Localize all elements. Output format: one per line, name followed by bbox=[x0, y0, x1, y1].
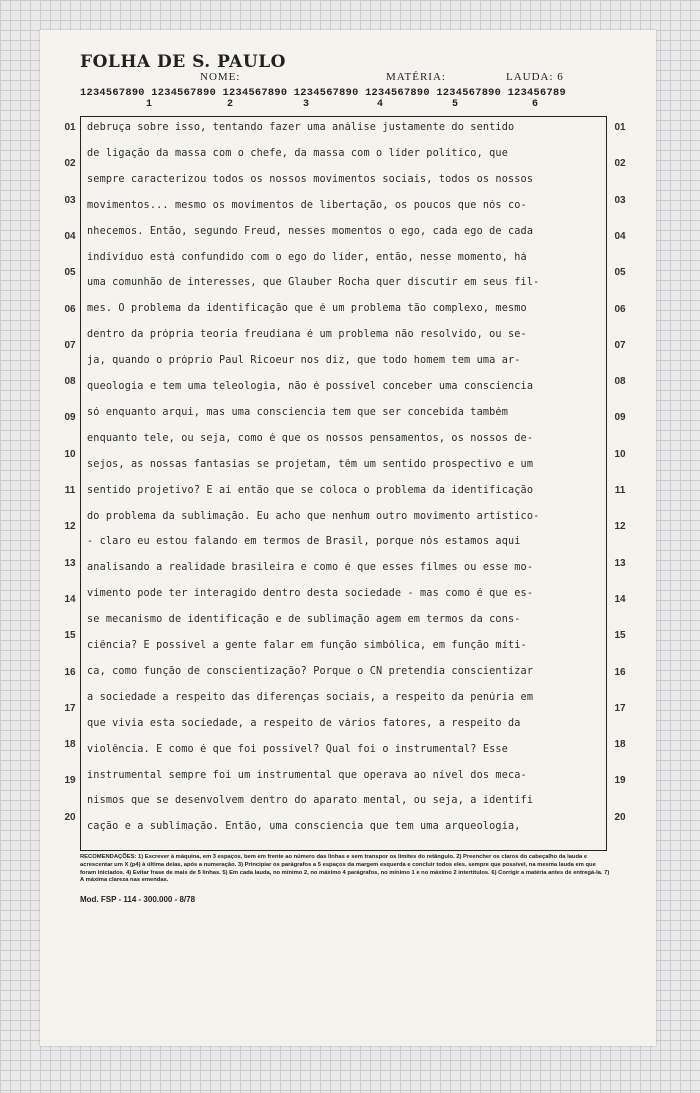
line-number-right: 03 bbox=[614, 194, 626, 206]
line-number-left: 06 bbox=[64, 303, 76, 315]
line-number-right: 01 bbox=[614, 122, 626, 133]
line-number-right: 16 bbox=[614, 666, 626, 678]
ruler-number: 6 bbox=[532, 99, 539, 110]
text-line: sentido projetivo? É aí então que se coloca o problema da identificação bbox=[87, 484, 534, 496]
text-line: sejos, as nossas fantasias se projetam, têm um sentido prospectivo e um bbox=[87, 458, 534, 470]
text-line: mes. O problema da identificação que é um problema tão complexo, mesmo bbox=[87, 303, 527, 315]
line-number-right: 10 bbox=[614, 448, 626, 460]
text-line: sempre caracterizou todos os nossos movimentos sociais, todos os nossos bbox=[87, 173, 534, 185]
line-number-right: 09 bbox=[614, 412, 626, 424]
line-number-right: 08 bbox=[614, 376, 626, 388]
line-number-left: 05 bbox=[64, 267, 76, 279]
text-line: indivíduo está confundido com o ego do líder, então, nesse momento, há bbox=[87, 251, 527, 263]
line-number-left: 13 bbox=[64, 557, 76, 569]
line-number-right: 07 bbox=[614, 339, 626, 351]
text-line: analisando a realidade brasileira e como é que esses filmes ou esse mo- bbox=[87, 562, 534, 574]
text-line: ciência? É possível a gente falar em função simbólica, em função míti- bbox=[87, 640, 527, 651]
line-number-left: 14 bbox=[64, 593, 76, 605]
line-number-left: 07 bbox=[64, 339, 76, 351]
ruler-number: 4 bbox=[377, 99, 384, 110]
line-number-left: 19 bbox=[64, 775, 76, 787]
text-line: a sociedade a respeito das diferenças sociais, a respeito da penúria em bbox=[87, 691, 534, 703]
line-number-right: 15 bbox=[614, 630, 626, 642]
text-line: violência. E como é que foi possível? Qual foi o instrumental? Esse bbox=[87, 743, 508, 755]
lauda-label: LAUDA: 6 bbox=[506, 71, 564, 83]
line-number-right: 17 bbox=[614, 702, 626, 714]
text-line: uma comunhão de interesses, que Glauber Rocha quer discutir em seus fil- bbox=[87, 277, 540, 289]
text-line: de ligação da massa com o chefe, da massa com o líder político, que bbox=[87, 147, 508, 159]
line-number-right: 13 bbox=[614, 557, 626, 569]
line-number-left: 20 bbox=[64, 811, 76, 823]
ruler-number: 2 bbox=[227, 99, 234, 110]
line-number-left: 03 bbox=[64, 194, 76, 206]
line-number-left: 02 bbox=[64, 158, 76, 170]
text-line: nismos que se desenvolvem dentro do aparato mental, ou seja, a identifi bbox=[87, 795, 534, 807]
line-number-left: 04 bbox=[64, 230, 76, 242]
text-line: se mecanismo de identificação e de sublimação agem em termos da cons- bbox=[87, 614, 521, 626]
line-number-left: 12 bbox=[64, 521, 76, 533]
line-number-right: 12 bbox=[614, 521, 626, 533]
text-line: ja, quando o próprio Paul Ricoeur nos diz, que todo homem tem uma ar- bbox=[87, 355, 521, 367]
line-number-right: 14 bbox=[614, 593, 626, 605]
line-number-right: 11 bbox=[614, 485, 626, 496]
line-number-left: 09 bbox=[64, 412, 76, 424]
line-number-left: 10 bbox=[64, 448, 76, 460]
text-line: que vivia esta sociedade, a respeito de vários fatores, a respeito da bbox=[87, 717, 521, 729]
line-number-left: 08 bbox=[64, 376, 76, 388]
line-number-right: 06 bbox=[614, 303, 626, 315]
line-number-left: 11 bbox=[64, 485, 76, 496]
line-number-right: 04 bbox=[614, 230, 626, 242]
line-number-left: 01 bbox=[64, 122, 76, 133]
line-number-left: 16 bbox=[64, 666, 76, 678]
text-line: do problema da sublimação. Eu acho que nenhum outro movimento artístico- bbox=[87, 510, 540, 522]
text-line: instrumental sempre foi um instrumental que operava ao nível dos meca- bbox=[87, 769, 527, 781]
line-number-right: 02 bbox=[614, 158, 626, 170]
form-code: Mod. FSP - 114 - 300.000 - 8/78 bbox=[80, 895, 196, 904]
materia-label: MATÉRIA: bbox=[386, 71, 446, 83]
text-line: debruça sobre isso, tentando fazer uma análise justamente do sentido bbox=[87, 122, 515, 133]
text-line: vimento pode ter interagido dentro desta sociedade - mas como é que es- bbox=[87, 588, 534, 600]
text-line: queologia e tem uma teleologia, não é possível conceber uma consciencia bbox=[87, 381, 534, 392]
character-ruler: 1234567890 1234567890 1234567890 1234567890 1234567890 1234567890 123456789 bbox=[80, 87, 566, 99]
text-line: cação e a sublimação. Então, uma consciencia que tem uma arqueologia, bbox=[87, 821, 521, 833]
recommendations-text: RECOMENDAÇÕES: 1) Escrever à máquina, em 3 espaços, bem em frente ao número das linhas e sem transpor os limites do retângulo. 2) Preencher os claros do cabeçalho da lauda e acrescentar um X (p4) à última delas, após a numeração. 3) Principiar os parágrafos a 5 espaços da margem esquerda e concluir todos eles, sempre que possível, na mesma lauda em que foram iniciados. 4) Evitar frase de mais de 5 linhas. 5) Em cada lauda, no mínimo 2, no máximo 4 parágrafos, no mínimo 1 e no máximo 2 intertítulos. 6) Corrigir a matéria antes de entregá-la. 7) A máxima clareza nas emendas. bbox=[80, 854, 610, 884]
ruler-number: 1 bbox=[146, 99, 153, 110]
ruler-number: 3 bbox=[303, 99, 310, 110]
text-line: só enquanto arqui, mas uma consciencia tem que ser concebida também bbox=[87, 406, 508, 418]
ruler-number: 5 bbox=[452, 99, 459, 110]
text-line: dentro da própria teoria freudiana é um problema não resolvido, ou se- bbox=[87, 329, 527, 341]
line-number-left: 15 bbox=[64, 630, 76, 642]
text-line: nhecemos. Então, segundo Freud, nesses momentos o ego, cada ego de cada bbox=[87, 225, 534, 237]
line-number-right: 20 bbox=[614, 811, 626, 823]
text-line: enquanto tele, ou seja, como é que os nossos pensamentos, os nossos de- bbox=[87, 432, 534, 444]
text-line: ca, como função de conscientização? Porque o CN pretendia conscientizar bbox=[87, 665, 534, 677]
text-line: movimentos... mesmo os movimentos de libertação, os poucos que nós co- bbox=[87, 199, 527, 211]
line-number-right: 18 bbox=[614, 739, 626, 751]
line-number-right: 05 bbox=[614, 267, 626, 279]
line-number-left: 18 bbox=[64, 739, 76, 751]
text-line: - claro eu estou falando em termos de Brasil, porque nós estamos aqui bbox=[87, 536, 521, 548]
line-number-right: 19 bbox=[614, 775, 626, 787]
line-number-left: 17 bbox=[64, 702, 76, 714]
newspaper-masthead: FOLHA DE S. PAULO bbox=[80, 52, 286, 72]
nome-label: NOME: bbox=[200, 71, 241, 83]
